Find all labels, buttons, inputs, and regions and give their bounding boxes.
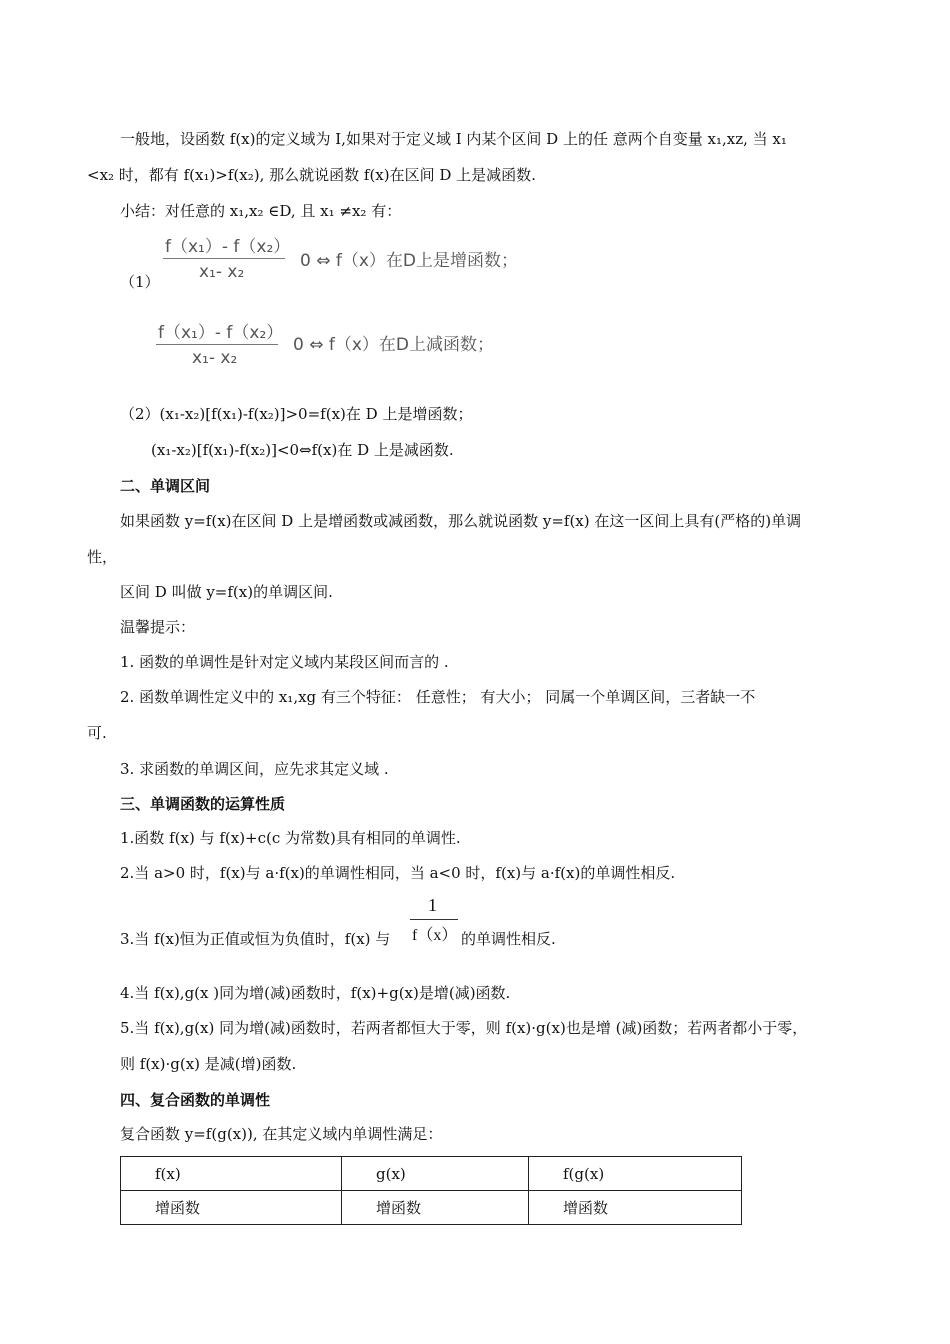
summary-intro: 小结：对任意的 x₁,x₂ ∈D, 且 x₁ ≠x₂ 有： [120,202,402,220]
table-cell: 增函数 [342,1191,529,1225]
composite-monotonicity-table [120,1156,742,1225]
reciprocal-denominator: f（x） [412,927,458,944]
fraction-bar [163,258,285,259]
summary-item2-line-2: (x₁-x₂)[f(x₁)-f(x₂)]<0⇔f(x)在 D 上是减函数. [151,441,454,459]
formula-denominator: x₁- x₂ [199,262,245,282]
section2-para-line-3: 区间 D 叫做 y=f(x)的单调区间. [120,583,333,601]
table-row [121,1191,742,1225]
formula-increasing-rhs: 0 ⇔ f（x）在D上是增函数； [300,251,519,271]
property-2: 2.当 a>0 时，f(x)与 a·f(x)的单调性相同，当 a<0 时，f(x)与 a·f(x)的单调性相反. [120,864,676,882]
formula-numerator: f（x₁）- f（x₂） [158,323,284,343]
summary-item2-line-1: （2）(x₁-x₂)[f(x₁)-f(x₂)]>0=f(x)在 D 上是增函数； [120,405,473,423]
tip-2-line-2: 可. [87,724,107,742]
section2-para-line-2: 性， [87,548,118,566]
formula-decreasing-rhs: 0 ⇔ f（x）在D上减函数； [293,335,495,355]
formula-numerator: f（x₁）- f（x₂） [165,237,291,257]
reciprocal-numerator: 1 [428,895,437,915]
table-header-cell: f(g(x) [529,1157,742,1191]
section2-heading: 二、单调区间 [120,477,211,495]
property-1: 1.函数 f(x) 与 f(x)+c(c 为常数)具有相同的单调性. [120,829,461,847]
tip-1: 1. 函数的单调性是针对定义域内某段区间而言的 . [120,653,449,671]
table-header-cell: g(x) [342,1157,529,1191]
section4-heading: 四、复合函数的单调性 [120,1091,271,1109]
summary-item1-label: （1） [120,273,160,291]
tip-3: 3. 求函数的单调区间，应先求其定义域 . [120,760,389,778]
property-3-after: 的单调性相反. [461,930,556,948]
table-cell: 增函数 [121,1191,342,1225]
property-5-line-1: 5.当 f(x),g(x) 同为增(减)函数时，若两者都恒大于零，则 f(x)·g(x)也是增 (减)函数；若两者都小于零， [120,1019,808,1037]
tip-title: 温馨提示： [120,618,196,636]
table-header-row [121,1157,742,1191]
definition-line-1: 一般地，设函数 f(x)的定义域为 I,如果对于定义域 I 内某个区间 D 上的任 意两个自变量 x₁,xz, 当 x₁ [120,130,787,148]
property-4: 4.当 f(x),g(x )同为增(减)函数时，f(x)+g(x)是增(减)函数. [120,984,511,1002]
table-header-cell: f(x) [121,1157,342,1191]
table-cell: 增函数 [529,1191,742,1225]
section2-para-line-1: 如果函数 y=f(x)在区间 D 上是增函数或减函数，那么就说函数 y=f(x) 在这一区间上具有(严格的)单调 [120,512,802,530]
formula-denominator: x₁- x₂ [192,348,238,368]
fraction-bar [410,919,458,920]
section3-heading: 三、单调函数的运算性质 [120,795,286,813]
fraction-bar [156,344,278,345]
property-5-line-2: 则 f(x)·g(x) 是减(增)函数. [120,1055,297,1073]
definition-line-2: <x₂ 时，都有 f(x₁)>f(x₂), 那么就说函数 f(x)在区间 D 上是减函数. [87,166,536,184]
tip-2-line-1: 2. 函数单调性定义中的 x₁,xg 有三个特征： 任意性； 有大小； 同属一个单调区间，三者缺一不 [120,688,756,706]
section4-intro: 复合函数 y=f(g(x)), 在其定义域内单调性满足： [120,1125,443,1143]
property-3-before: 3.当 f(x)恒为正值或恒为负值时，f(x) 与 [120,930,391,948]
